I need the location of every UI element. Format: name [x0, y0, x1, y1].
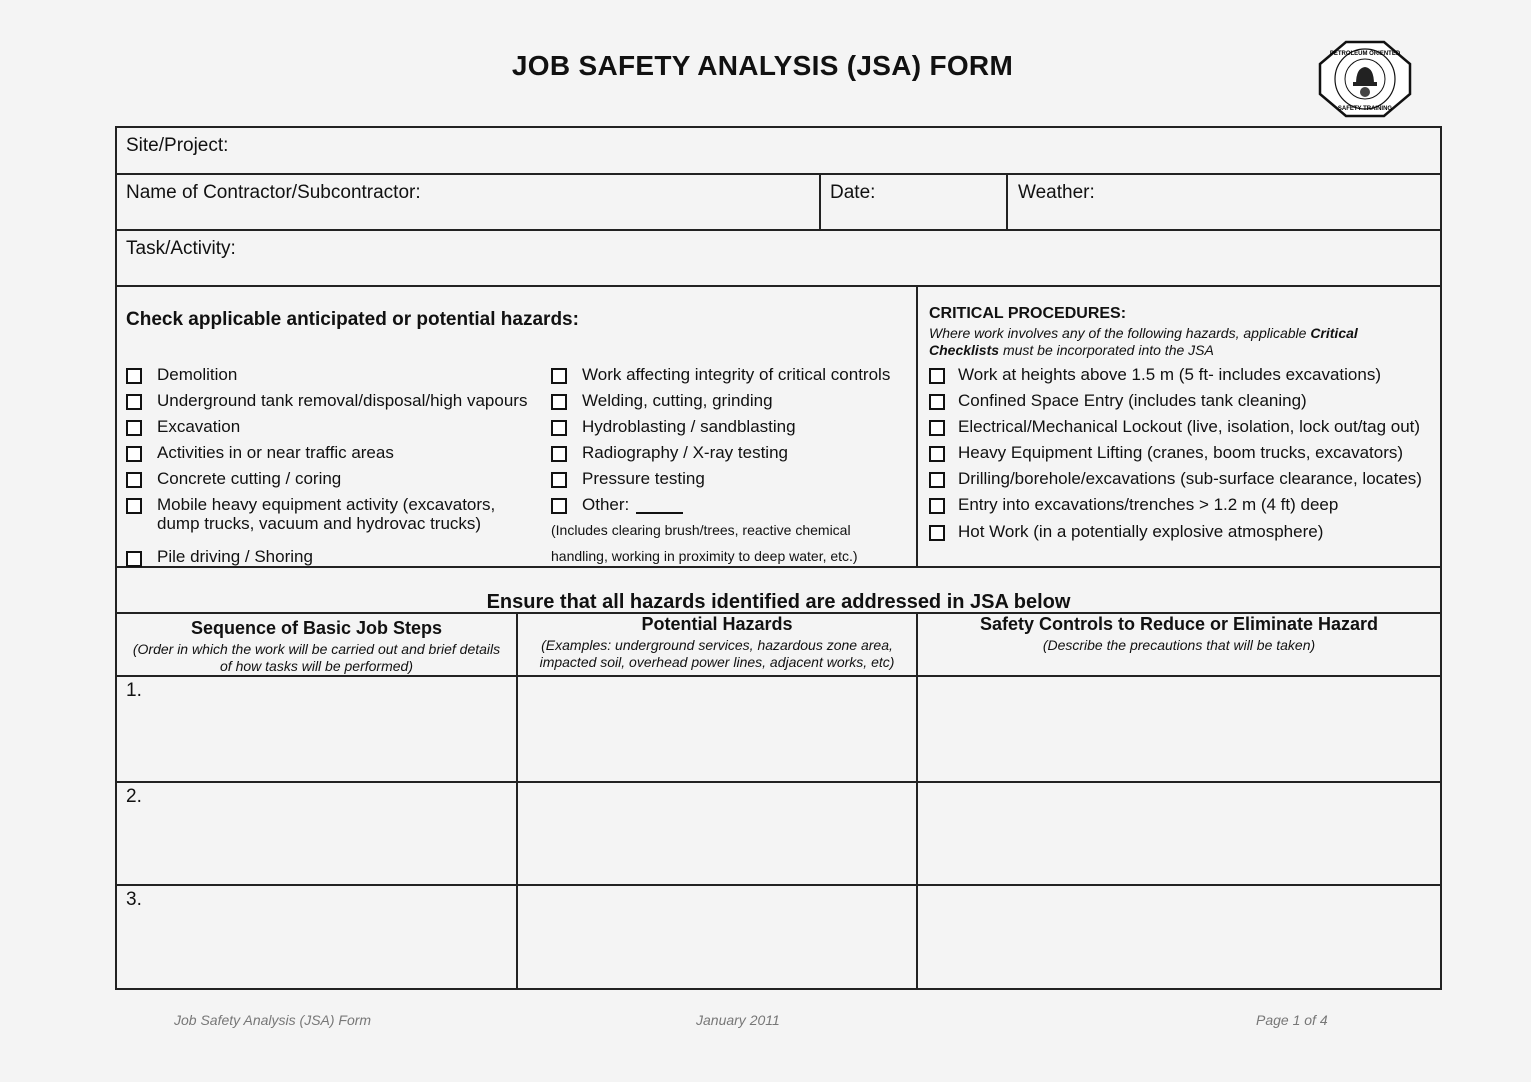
- critical-heading: CRITICAL PROCEDURES:: [929, 305, 1127, 322]
- critical-label: Entry into excavations/trenches > 1.2 m (4 ft) deep: [958, 495, 1339, 514]
- col-header-sub: (Order in which the work will be carried out and brief details: [132, 641, 501, 657]
- checkbox[interactable]: [126, 368, 142, 384]
- hazard-label: Activities in or near traffic areas: [157, 443, 394, 462]
- hazard-label: Underground tank removal/disposal/high vapours: [157, 391, 528, 410]
- other-note: (Includes clearing brush/trees, reactive chemical: [551, 522, 851, 538]
- site-project-field[interactable]: Site/Project:: [126, 135, 229, 156]
- critical-label: Work at heights above 1.5 m (5 ft- includes excavations): [958, 365, 1381, 384]
- table-cell[interactable]: [117, 677, 516, 781]
- checkbox[interactable]: [929, 498, 945, 514]
- critical-note-bold: Critical: [1310, 325, 1358, 341]
- other-blank-line[interactable]: [636, 512, 683, 514]
- col-header-sub: (Describe the precautions that will be taken): [1042, 637, 1316, 653]
- page-title: JOB SAFETY ANALYSIS (JSA) FORM: [511, 50, 1014, 81]
- col-header-sub: (Examples: underground services, hazardous zone area,: [541, 637, 893, 653]
- checkbox[interactable]: [126, 394, 142, 410]
- table-cell[interactable]: [918, 677, 1440, 781]
- svg-text:PETROLEUM ORIENTED: PETROLEUM ORIENTED: [1329, 51, 1401, 57]
- checkbox[interactable]: [929, 446, 945, 462]
- svg-text:SAFETY TRAINING: SAFETY TRAINING: [1337, 106, 1393, 112]
- divider: [115, 229, 1442, 231]
- step-number: 2.: [126, 786, 142, 807]
- footer-center: January 2011: [696, 1012, 780, 1028]
- checkbox[interactable]: [551, 498, 567, 514]
- critical-label: Heavy Equipment Lifting (cranes, boom trucks, excavators): [958, 443, 1404, 462]
- checkbox[interactable]: [551, 394, 567, 410]
- checkbox[interactable]: [551, 368, 567, 384]
- col-header-safety-controls: [918, 614, 1440, 654]
- hazards-heading: Check applicable anticipated or potential hazards:: [126, 309, 579, 330]
- divider: [115, 566, 1442, 568]
- critical-note-text: Where work involves any of the following hazards, applicable: [929, 325, 1307, 341]
- hazard-label: Excavation: [157, 417, 241, 436]
- critical-note: [929, 342, 1214, 358]
- table-cell[interactable]: [918, 886, 1440, 988]
- table-cell[interactable]: [518, 886, 916, 988]
- hazard-label: Hydroblasting / sandblasting: [582, 417, 796, 436]
- checkbox[interactable]: [551, 420, 567, 436]
- checkbox[interactable]: [929, 525, 945, 541]
- col-header-sub: impacted soil, overhead power lines, adjacent works, etc): [539, 654, 895, 670]
- contractor-field[interactable]: Name of Contractor/Subcontractor:: [126, 182, 421, 203]
- col-header-title: Sequence of Basic Job Steps: [190, 618, 443, 638]
- critical-label: Drilling/borehole/excavations (sub-surface clearance, locates): [958, 469, 1422, 488]
- divider: [115, 173, 1442, 175]
- divider: [115, 285, 1442, 287]
- checkbox[interactable]: [126, 446, 142, 462]
- table-cell[interactable]: [518, 783, 916, 884]
- checkbox[interactable]: [929, 368, 945, 384]
- col-header-job-steps: [117, 618, 516, 675]
- checkbox[interactable]: [551, 472, 567, 488]
- step-number: 1.: [126, 680, 142, 701]
- checkbox[interactable]: [126, 472, 142, 488]
- other-note: handling, working in proximity to deep water, etc.): [551, 548, 858, 564]
- divider: [916, 285, 918, 567]
- hazard-label: Other:: [582, 495, 630, 514]
- hazard-label: Welding, cutting, grinding: [582, 391, 773, 410]
- footer-left: Job Safety Analysis (JSA) Form: [174, 1012, 372, 1028]
- critical-note-bold: Checklists: [929, 342, 1000, 358]
- table-cell[interactable]: [918, 783, 1440, 884]
- safety-training-logo: [1318, 40, 1412, 118]
- hazard-label: Mobile heavy equipment activity (excavators,: [157, 495, 496, 514]
- table-cell[interactable]: [518, 677, 916, 781]
- checkbox[interactable]: [929, 394, 945, 410]
- hazard-label: Pressure testing: [582, 469, 705, 488]
- weather-field[interactable]: Weather:: [1018, 182, 1095, 203]
- checkbox[interactable]: [929, 420, 945, 436]
- critical-label: Electrical/Mechanical Lockout (live, isolation, lock out/tag out): [958, 417, 1421, 436]
- footer-right: Page 1 of 4: [1256, 1012, 1328, 1028]
- critical-note-text: must be incorporated into the JSA: [1002, 342, 1214, 358]
- task-activity-field[interactable]: Task/Activity:: [126, 238, 236, 259]
- hazard-label-continued: dump trucks, vacuum and hydrovac trucks): [157, 514, 482, 533]
- checkbox[interactable]: [126, 498, 142, 514]
- col-header-potential-hazards: [518, 614, 916, 671]
- checkbox[interactable]: [126, 420, 142, 436]
- checkbox[interactable]: [126, 551, 142, 567]
- table-cell[interactable]: [117, 783, 516, 884]
- hazard-label: Pile driving / Shoring: [157, 547, 313, 566]
- checkbox[interactable]: [551, 446, 567, 462]
- critical-label: Hot Work (in a potentially explosive atmosphere): [958, 522, 1324, 541]
- critical-label: Confined Space Entry (includes tank cleaning): [958, 391, 1307, 410]
- col-header-title: Safety Controls to Reduce or Eliminate Hazard: [979, 614, 1379, 634]
- col-header-sub: of how tasks will be performed): [220, 658, 413, 674]
- ensure-banner: Ensure that all hazards identified are addressed in JSA below: [486, 591, 1071, 613]
- hazard-label: Concrete cutting / coring: [157, 469, 342, 488]
- divider: [1006, 173, 1008, 230]
- table-cell[interactable]: [117, 886, 516, 988]
- col-header-title: Potential Hazards: [641, 614, 793, 634]
- hazard-label: Radiography / X-ray testing: [582, 443, 788, 462]
- hazard-label: Work affecting integrity of critical controls: [582, 365, 891, 384]
- step-number: 3.: [126, 889, 142, 910]
- date-field[interactable]: Date:: [830, 182, 876, 203]
- hazard-label: Demolition: [157, 365, 238, 384]
- critical-note: [929, 325, 1358, 341]
- divider: [819, 173, 821, 230]
- checkbox[interactable]: [929, 472, 945, 488]
